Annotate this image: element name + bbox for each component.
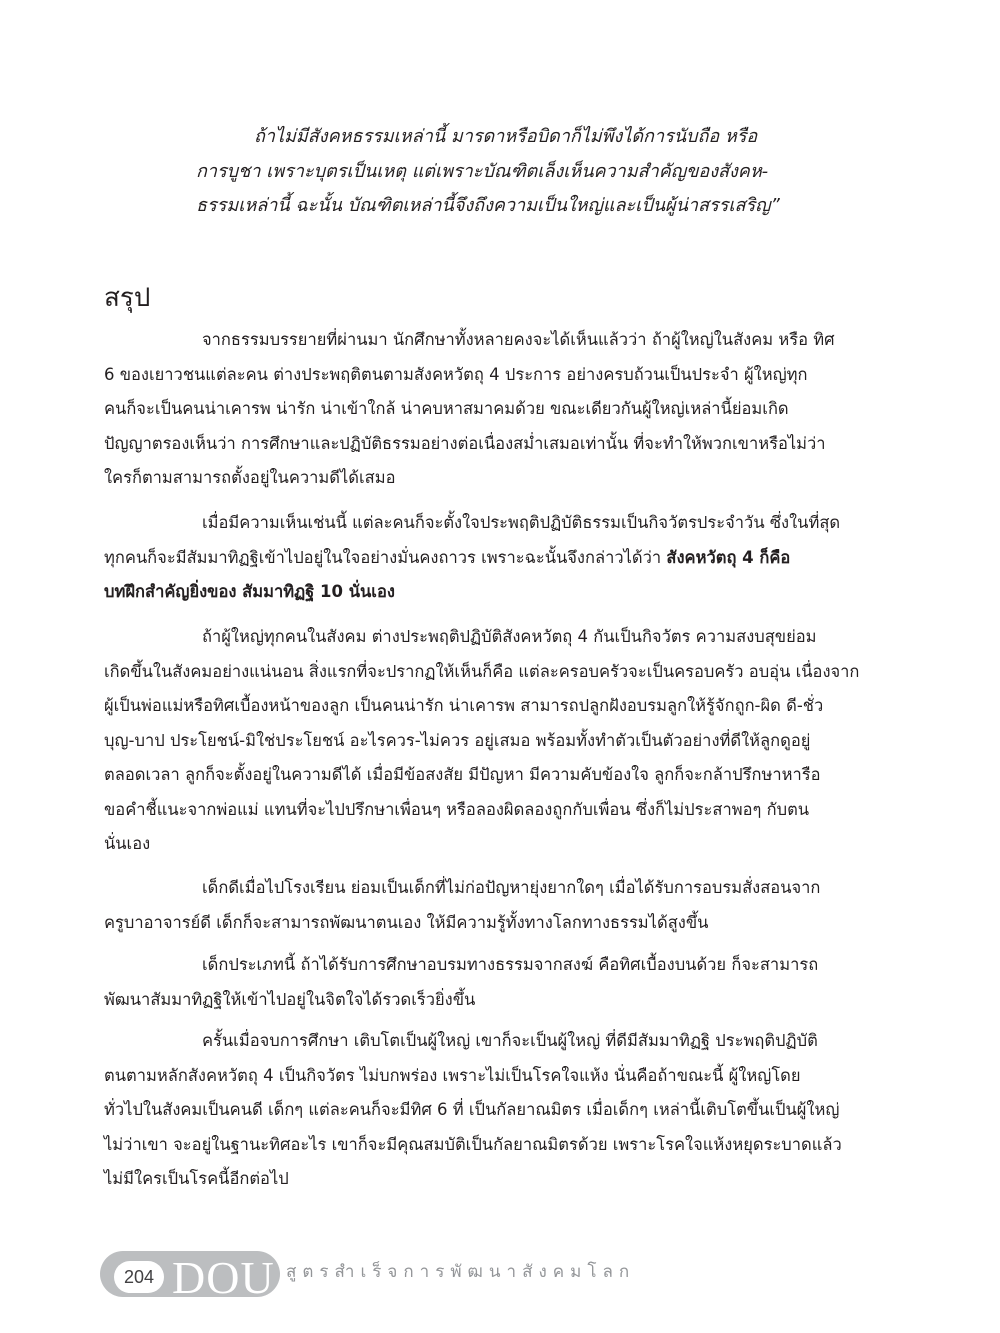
- text-line: 6 ของเยาวชนแต่ละคน ต่างประพฤติตนตามสังคหวัตถุ 4 ประการ อย่างครบถ้วนเป็นประจำ ผู้ใหญ่ทุก: [104, 364, 808, 384]
- text-line: คนก็จะเป็นคนน่าเคารพ น่ารัก น่าเข้าใกล้ น่าคบหาสมาคมด้วย ขณะเดียวกันผู้ใหญ่เหล่านี้ย่อมเกิด: [104, 399, 789, 418]
- quote-line: ถ้าไม่มีสังคหธรรมเหล่านี้ มารดาหรือบิดาก็ไม่พึงได้การนับถือ หรือ: [254, 126, 758, 147]
- text-line: ทั่วไปในสังคมเป็นคนดี เด็กๆ แต่ละคนก็จะมีทิศ 6 ที่ เป็นกัลยาณมิตร เมื่อเด็กๆ เหล่านี้เติบโตขึ้นเป็นผู้ใหญ่: [104, 1100, 840, 1119]
- text-line: นั่นเอง: [104, 834, 151, 853]
- text-line: ครั้นเมื่อจบการศึกษา เติบโตเป็นผู้ใหญ่ เขาก็จะเป็นผู้ใหญ่ ที่ดีมีสัมมาทิฏฐิ ประพฤติปฏิบัติ: [202, 1031, 818, 1050]
- text-line: ตนตามหลักสังคหวัตถุ 4 เป็นกิจวัตร ไม่บกพร่อง เพราะไม่เป็นโรคใจแห้ง นั่นคือถ้าขณะนี้ ผู้ใหญ่โดย: [104, 1065, 801, 1085]
- text-line: เด็กประเภทนี้ ถ้าได้รับการศึกษาอบรมทางธรรมจากสงฆ์ คือทิศเบื้องบนด้วย ก็จะสามารถ: [202, 955, 819, 974]
- text-line: ไม่ว่าเขา จะอยู่ในฐานะทิศอะไร เขาก็จะมีคุณสมบัติเป็นกัลยาณมิตรด้วย เพราะโรคใจแห้งหยุดระบาดแล้ว: [104, 1134, 842, 1154]
- paragraph-5: [104, 948, 884, 1017]
- quote-line: การบูชา เพราะบุตรเป็นเหตุ แต่เพราะบัณฑิตเล็งเห็นความสำคัญของสังคห-: [196, 160, 769, 182]
- book-title: สูตรสำเร็จการพัฒนาสังคมโลก: [286, 1262, 636, 1282]
- paragraph-2: [104, 506, 884, 610]
- quote-line: ธรรมเหล่านี้ ฉะนั้น บัณฑิตเหล่านี้จึงถึงความเป็นใหญ่และเป็นผู้น่าสรรเสริญ”: [196, 195, 780, 216]
- footer-pill: [100, 1251, 280, 1303]
- text-line: ผู้เป็นพ่อแม่หรือทิศเบื้องหน้าของลูก เป็นคนน่ารัก น่าเคารพ สามารถปลูกฝังอบรมลูกให้รู้จักถูก-ผิด ดี-ชั่ว: [104, 696, 824, 715]
- text-line: [104, 541, 884, 576]
- text-line: ครูบาอาจารย์ดี เด็กก็จะสามารถพัฒนาตนเอง ให้มีความรู้ทั้งทางโลกทางธรรมได้สูงขึ้น: [104, 912, 709, 932]
- page-footer: [100, 1247, 660, 1303]
- text-line: พัฒนาสัมมาทิฏฐิให้เข้าไปอยู่ในจิตใจได้รวดเร็วยิ่งขึ้น: [104, 989, 476, 1009]
- paragraph-1: [104, 323, 884, 496]
- text-line: ใครก็ตามสามารถตั้งอยู่ในความดีได้เสมอ: [104, 468, 396, 487]
- text-line: เมื่อมีความเห็นเช่นนี้ แต่ละคนก็จะตั้งใจประพฤติปฏิบัติธรรมเป็นกิจวัตรประจำวัน ซึ่งในที่สุด: [202, 513, 841, 532]
- text-line: ปัญญาตรองเห็นว่า การศึกษาและปฏิบัติธรรมอย่างต่อเนื่องสม่ำเสมอเท่านั้น ที่จะทำให้พวกเขาหรือไม่ว่า: [104, 433, 826, 453]
- paragraph-3: [104, 620, 884, 862]
- text-line: ไม่มีใครเป็นโรคนี้อีกต่อไป: [104, 1169, 289, 1188]
- text-line: เด็กดีเมื่อไปโรงเรียน ย่อมเป็นเด็กที่ไม่ก่อปัญหายุ่งยากใดๆ เมื่อได้รับการอบรมสั่งสอนจาก: [202, 878, 821, 897]
- bold-text-line: บทฝึกสำคัญยิ่งของ สัมมาทิฏฐิ 10 นั่นเอง: [104, 582, 395, 601]
- text-line: ขอคำชี้แนะจากพ่อแม่ แทนที่จะไปปรึกษาเพื่อนๆ หรือลองผิดลองถูกกับเพื่อน ซึ่งก็ไม่ประสาพอๆ กับตน: [104, 799, 810, 819]
- page-number: 204: [114, 1261, 164, 1293]
- quote-block: [196, 120, 796, 224]
- text-segment: ทุกคนก็จะมีสัมมาทิฏฐิเข้าไปอยู่ในใจอย่างมั่นคงถาวร เพราะฉะนั้นจึงกล่าวได้ว่า: [104, 547, 667, 567]
- text-line: เกิดขึ้นในสังคมอย่างแน่นอน สิ่งแรกที่จะปรากฏให้เห็นก็คือ แต่ละครอบครัวจะเป็นครอบครัว อบอุ่น เนื่องจาก: [104, 661, 860, 681]
- text-line: บุญ-บาป ประโยชน์-มิใช่ประโยชน์ อะไรควร-ไม่ควร อยู่เสมอ พร้อมทั้งทำตัวเป็นตัวอย่างที่ดีให้ลูกดูอยู่: [104, 730, 811, 750]
- section-heading: สรุป: [104, 283, 151, 313]
- bold-text-segment: สังคหวัตถุ 4 ก็คือ: [666, 547, 791, 567]
- paragraph-6: [104, 1024, 884, 1197]
- text-line: ถ้าผู้ใหญ่ทุกคนในสังคม ต่างประพฤติปฏิบัติสังคหวัตถุ 4 กันเป็นกิจวัตร ความสงบสุขย่อม: [202, 627, 817, 646]
- text-line: ตลอดเวลา ลูกก็จะตั้งอยู่ในความดีได้ เมื่อมีข้อสงสัย มีปัญหา มีความคับข้องใจ ลูกก็จะกล้าปรึกษาหารือ: [104, 765, 821, 784]
- dou-logo: DOU: [172, 1252, 275, 1303]
- paragraph-4: [104, 871, 884, 940]
- text-line: จากธรรมบรรยายที่ผ่านมา นักศึกษาทั้งหลายคงจะได้เห็นแล้วว่า ถ้าผู้ใหญ่ในสังคม หรือ ทิศ: [202, 330, 835, 349]
